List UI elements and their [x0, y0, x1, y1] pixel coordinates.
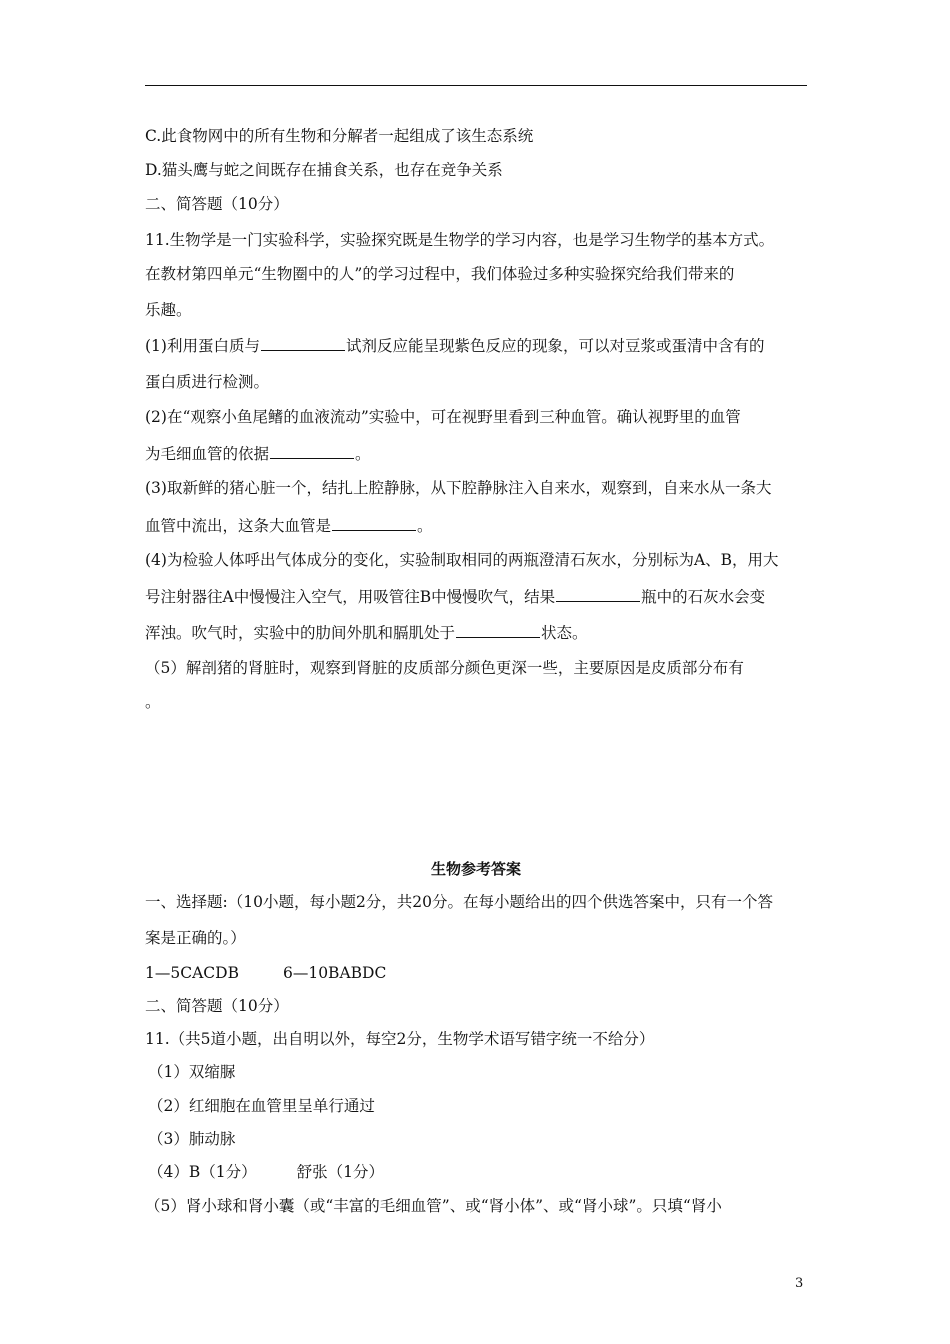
answer-4a: （4）B（1分） — [148, 1163, 257, 1181]
sub-question-3-cont — [145, 515, 809, 536]
sub4-text-a: (4)为检验人体呼出气体成分的变化，实验制取相同的两瓶澄清石灰水，分别标为A、B，用大 — [145, 551, 779, 569]
answer-3: （3）肺动脉 — [148, 1130, 236, 1148]
answer-1: （1）双缩脲 — [148, 1063, 236, 1081]
sub2-text-a: (2)在“观察小鱼尾鳍的血液流动”实验中，可在视野里看到三种血管。确认视野里的血管 — [145, 408, 741, 426]
q11-line-2: 在教材第四单元“生物圈中的人”的学习过程中，我们体验过多种实验探究给我们带来的 — [145, 265, 735, 283]
sub1-text-b: 试剂反应能呈现紫色反应的现象，可以对豆浆或蛋清中含有的 — [345, 337, 765, 355]
sub1-text-a: (1)利用蛋白质与 — [145, 337, 260, 355]
sub5-text-a: （5）解剖猪的肾脏时，观察到肾脏的皮质部分颜色更深一些，主要原因是皮质部分布有 — [145, 659, 744, 677]
sub-question-4-line-3 — [145, 622, 809, 643]
mc-header-2: 案是正确的。） — [145, 929, 246, 947]
answer-blank — [261, 335, 345, 351]
answer-5: （5）肾小球和肾小囊（或“丰富的毛细血管”、或“肾小体”、或“肾小球”。只填“肾小 — [145, 1197, 722, 1215]
q11-line-1: 11.生物学是一门实验科学，实验探究既是生物学的学习内容，也是学习生物学的基本方式。 — [145, 231, 775, 249]
sub3-text-a: (3)取新鲜的猪心脏一个，结扎上腔静脉，从下腔静脉注入自来水，观察到，自来水从一条大 — [145, 479, 772, 497]
answer-title: 生物参考答案 — [430, 860, 521, 878]
answer-blank — [270, 443, 354, 459]
answer-section-title: 二、简答题（10分） — [145, 997, 289, 1015]
answer-2: （2）红细胞在血管里呈单行通过 — [148, 1097, 375, 1115]
sub1-text-c: 蛋白质进行检测。 — [145, 373, 270, 391]
sub-question-2-cont — [145, 443, 809, 464]
sub3-text-c: 。 — [417, 517, 433, 535]
sub2-text-c: 。 — [355, 445, 371, 463]
sub-question-1 — [145, 335, 809, 356]
sub4-text-c2: 状态。 — [541, 624, 588, 642]
sub3-text-b: 血管中流出，这条大血管是 — [145, 517, 332, 535]
option-d: D.猫头鹰与蛇之间既存在捕食关系，也存在竞争关系 — [145, 161, 503, 179]
sub4-text-b2: 瓶中的石灰水会变 — [641, 588, 766, 606]
mc-answers — [145, 963, 809, 983]
answer-4b: 舒张（1分） — [296, 1163, 384, 1181]
answer-blank — [556, 586, 640, 602]
answer-blank — [456, 622, 540, 638]
sub4-text-b1: 号注射器往A中慢慢注入空气，用吸管往B中慢慢吹气，结果 — [145, 588, 556, 606]
sub-question-4-line-2 — [145, 586, 809, 607]
sub4-text-c1: 浑浊。吹气时，实验中的肋间外肌和膈肌处于 — [145, 624, 456, 642]
option-c: C.此食物网中的所有生物和分解者一起组成了该生态系统 — [145, 127, 534, 145]
answer-4 — [148, 1162, 812, 1182]
sub5-text-b: 。 — [145, 693, 161, 711]
page-number: 3 — [795, 1276, 804, 1291]
mc-header-1: 一、选择题:（10小题，每小题2分，共20分。在每小题给出的四个供选答案中，只有一个答 — [145, 893, 774, 911]
q11-line-3: 乐趣。 — [145, 301, 192, 319]
answer-blank — [332, 515, 416, 531]
header-rule — [145, 85, 807, 86]
section-title: 二、简答题（10分） — [145, 195, 289, 213]
q11-scoring-note: 11.（共5道小题，出自明以外，每空2分，生物学术语写错字统一不给分） — [145, 1030, 655, 1048]
sub2-text-b: 为毛细血管的依据 — [145, 445, 270, 463]
mc-answers-1-5: 1—5CACDB — [145, 964, 239, 982]
mc-answers-6-10: 6—10BABDC — [282, 964, 387, 982]
